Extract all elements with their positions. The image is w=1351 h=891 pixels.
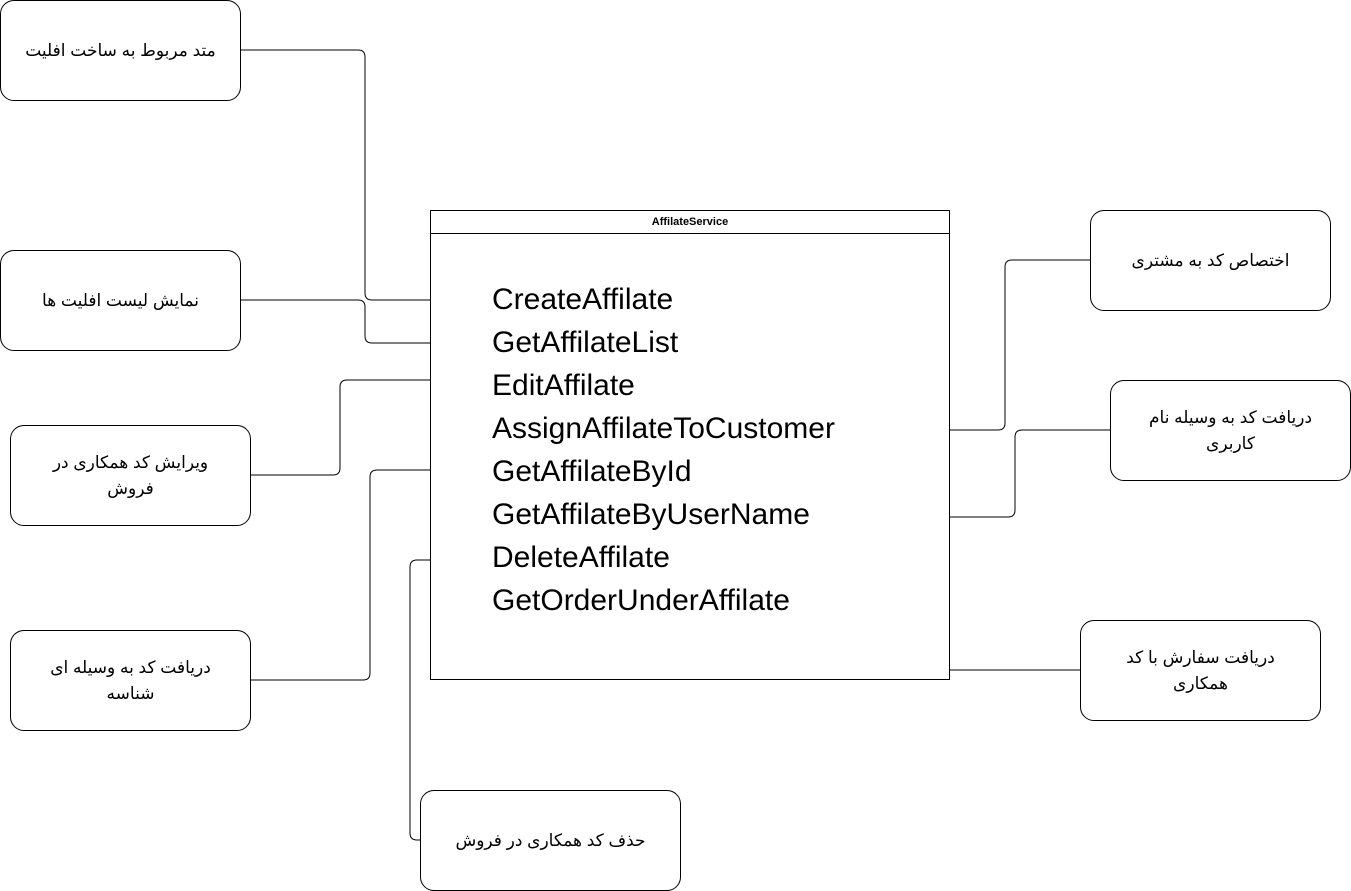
note-get-by-username[interactable] bbox=[1110, 380, 1351, 481]
note-assign[interactable] bbox=[1090, 210, 1331, 311]
method-get-affilate-by-username[interactable]: GetAffilateByUserName bbox=[492, 498, 810, 531]
method-get-order-under-affilate[interactable]: GetOrderUnderAffilate bbox=[492, 584, 790, 617]
note-order-under[interactable] bbox=[1080, 620, 1321, 721]
note-edit-text: ویرایش کد همکاری در فروش bbox=[52, 452, 209, 498]
method-create-affilate[interactable]: CreateAffilate bbox=[492, 283, 674, 316]
note-create-text: متد مربوط به ساخت افلیت bbox=[25, 40, 216, 60]
connector-get-by-username bbox=[930, 430, 1110, 517]
method-edit-affilate[interactable]: EditAffilate bbox=[492, 369, 635, 402]
method-get-affilate-by-id[interactable]: GetAffilateById bbox=[492, 455, 692, 488]
method-delete-affilate[interactable]: DeleteAffilate bbox=[492, 541, 670, 574]
note-assign-text: اختصاص کد به مشتری bbox=[1131, 250, 1290, 270]
note-list-text: نمایش لیست افلیت ها bbox=[42, 290, 199, 310]
note-create[interactable] bbox=[0, 0, 241, 101]
class-title: AffilateService bbox=[431, 211, 949, 234]
note-delete[interactable] bbox=[420, 790, 681, 891]
note-delete-text: حذف کد همکاری در فروش bbox=[455, 830, 646, 850]
note-get-by-id-text: دریافت کد به وسیله ای شناسه bbox=[50, 657, 211, 703]
note-order-under-text: دریافت سفارش با کد همکاری bbox=[1126, 647, 1275, 693]
note-edit[interactable] bbox=[10, 425, 251, 526]
method-get-affilate-list[interactable]: GetAffilateList bbox=[492, 326, 679, 359]
note-get-by-id[interactable] bbox=[10, 630, 251, 731]
note-list[interactable] bbox=[0, 250, 241, 351]
note-get-by-username-text: دریافت کد به وسیله نام کاربری bbox=[1148, 407, 1313, 453]
method-assign-affilate-to-customer[interactable]: AssignAffilateToCustomer bbox=[492, 412, 835, 445]
